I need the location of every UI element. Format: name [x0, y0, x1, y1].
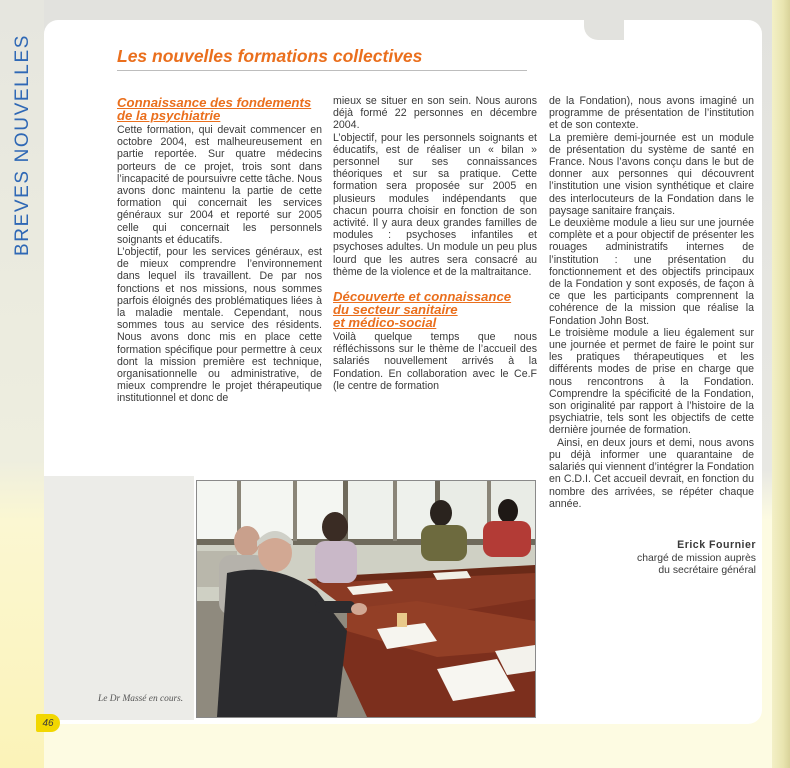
classroom-photo	[196, 480, 536, 718]
article2-heading-line1: Découverte et connaissance	[333, 289, 512, 305]
article-column-3	[549, 95, 754, 510]
article2-paragraph-1: Voilà quelque temps que nous réfléchissons sur le thème de l’accueil des salariés nouvellement arrivés à la Fondation. En collaboration avec le Ce.F (le centre de formation	[333, 331, 537, 392]
signature-name: Erick Fournier	[677, 539, 756, 551]
article1-paragraph-2: L’objectif, pour les services généraux, est de mieux comprendre l’environnement dans lequel ils travaillent. De par nos fonctions et nos missions, nous sommes parfois éloignés des problématiques liées à la maladie mentale. Cependant, nous sommes tous au service des résidents. Nous avons donc mis en place cette formation spécifique pour permettre à ceux dont la mission première est technique, organisationnelle ou administrative, de mieux comprendre le projet thérapeutique institutionnel et donc de	[117, 246, 322, 405]
page-number: 46	[36, 714, 60, 732]
article1-heading	[117, 96, 322, 122]
article1-paragraph-1: Cette formation, qui devait commencer en octobre 2004, est malheureusement en partie reportée. Sur quatre médecins porteurs de ce projet, trois sont dans l’incapacité de poursuivre cette tâche. Nous avons donc maintenu la partie de cette formation qui concernait les services généraux sur 2004 et reporté sur 2005 celle qui concernait les personnels soignants et éducatifs.	[117, 124, 322, 246]
card-corner-tab	[584, 20, 624, 40]
signature-role-line1: chargé de mission auprès	[637, 553, 756, 564]
article2-paragraph-5: Le troisième module a lieu également sur une journée et permet de faire le point sur les pratiques thérapeutiques et les différents modes de prise en charge que nous rencontrons à la Fondation. Comprendre la spécificité de la Fondation, son originalité par rapport à l’histoire de la psychiatrie, tels sont les objectifs de cette dernière journée de formation.	[549, 326, 754, 437]
article1-paragraph-3: mieux se situer en son sein. Nous aurons déjà formé 22 personnes en décembre 2004.	[333, 95, 537, 132]
article2-paragraph-4: Le deuxième module a lieu sur une journée complète et a pour objectif de présenter les rouages administratifs internes de l’institution : une présentation du fonctionnement et des objectifs principaux de la Fondation y sont exposés, de façon à ce que les participants comprennent la cohérence de la mission que réalise la Fondation John Bost.	[549, 217, 754, 327]
photo-panel	[44, 476, 194, 720]
signature-role	[560, 553, 756, 578]
title-underline	[117, 70, 527, 71]
signature-role-line2: du secrétaire général	[658, 565, 756, 577]
article1-heading-line1: Connaissance des fondements	[117, 95, 312, 110]
article2-heading-line3: et médico-social	[333, 315, 437, 331]
article-column-2	[333, 95, 537, 392]
photo-caption: Le Dr Massé en cours.	[98, 694, 184, 704]
article1-heading-line2: de la psychiatrie	[117, 108, 221, 123]
article1-paragraph-4: L’objectif, pour les personnels soignants et éducatifs, est de réaliser un « bilan » personnel sur ses connaissances théoriques et sur sa pratique. Cette formation sera proposée sur 2005 en plusieurs modules indépendants que chacun pourra choisir en fonction de son activité. Il y aura deux grandes familles de modules : psychoses infantiles et psychoses adultes. Un module un peu plus lourd que les autres sera consacré au thème de la violence et de la maltraitance.	[333, 131, 537, 278]
article2-paragraph-2: de la Fondation), nous avons imaginé un programme de présentation de l’institution et de son contexte.	[549, 95, 754, 132]
article-column-1	[117, 96, 322, 405]
article2-heading-line2: du secteur sanitaire	[333, 302, 458, 318]
section-label: BREVES NOUVELLES	[12, 33, 33, 256]
classroom-photo-illustration	[197, 481, 535, 717]
article2-paragraph-6: Ainsi, en deux jours et demi, nous avons pu déjà informer une quarantaine de salariés qui viennent d’intégrer la Fondation en C.D.I. Cet accueil devrait, en fonction du nombre des arrivées, se répéter chaque année.	[549, 436, 754, 510]
page-title: Les nouvelles formations collectives	[117, 46, 423, 66]
page-gutter-edge	[772, 0, 790, 768]
article2-heading	[333, 290, 537, 329]
article2-paragraph-3: La première demi-journée est un module de présentation du système de santé en France. Nous l’avons conçu dans le but de donner aux personnes qui découvrent l’institution une vision synthétique et claire des interlocuteurs de la Fondation dans le paysage sanitaire français.	[549, 131, 754, 217]
